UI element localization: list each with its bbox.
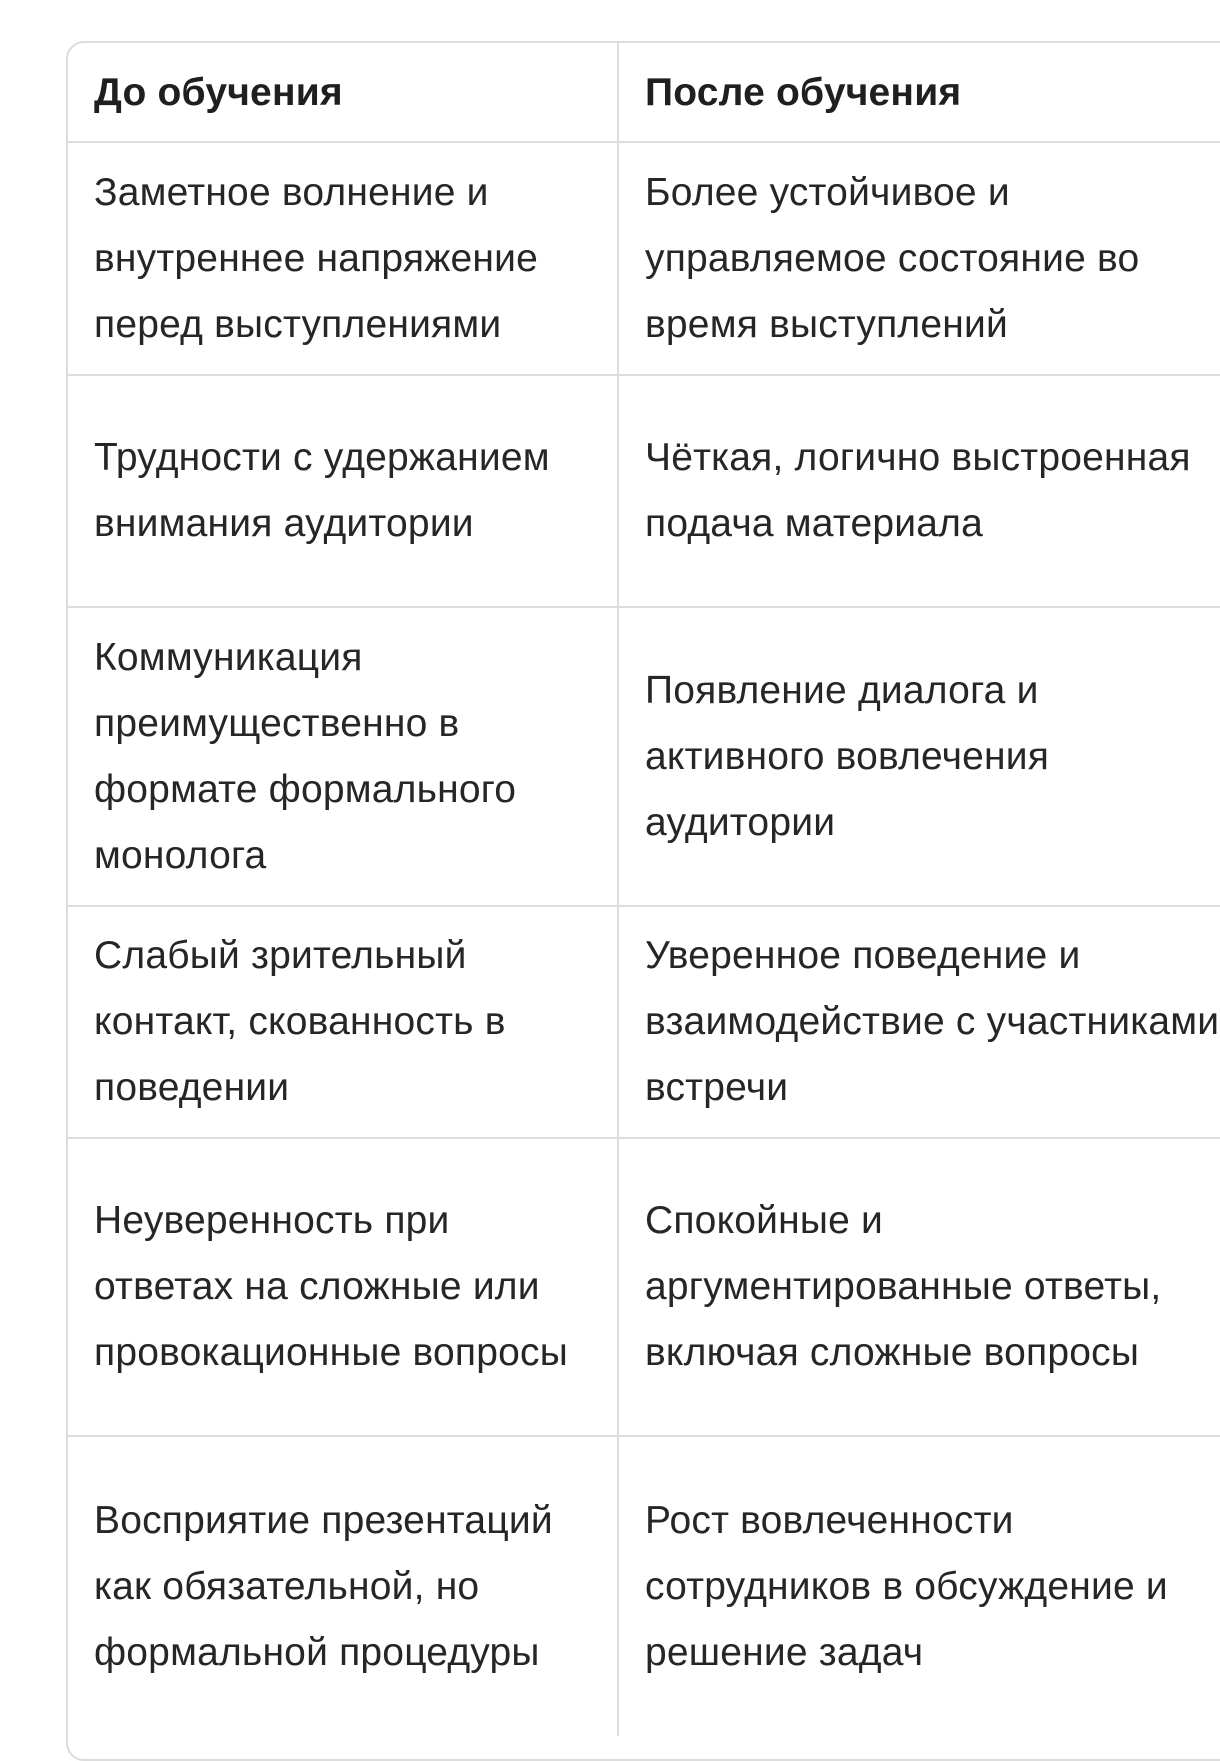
cell-before: Трудности с удержанием внимания аудитории <box>68 375 618 607</box>
cell-before: Слабый зрительный контакт, скованность в поведении <box>68 906 618 1138</box>
table-row <box>68 375 1220 607</box>
table-row <box>68 607 1220 906</box>
comparison-table <box>66 41 1220 1761</box>
cell-before: Восприятие презентаций как обязательной, но формальной процедуры <box>68 1436 618 1736</box>
comparison-table-grid <box>68 43 1220 1736</box>
table-row <box>68 142 1220 375</box>
table-row <box>68 906 1220 1138</box>
table-row <box>68 1436 1220 1736</box>
cell-after: Уверенное поведение и взаимодействие с участниками встречи <box>618 906 1220 1138</box>
header-before: До обучения <box>94 71 343 114</box>
table-row <box>68 1138 1220 1436</box>
header-after: После обучения <box>618 43 1220 142</box>
cell-after: Чёткая, логично выстроенная подача материала <box>618 375 1220 607</box>
cell-after: Более устойчивое и управляемое состояние во время выступлений <box>618 142 1220 375</box>
cell-before: Неуверенность при ответах на сложные или провокационные вопросы <box>68 1138 618 1436</box>
cell-after: Спокойные и аргументированные ответы, включая сложные вопросы <box>618 1138 1220 1436</box>
cell-after: Рост вовлеченности сотрудников в обсуждение и решение задач <box>618 1436 1220 1736</box>
table-header-row <box>68 43 1220 142</box>
cell-after: Появление диалога и активного вовлечения аудитории <box>618 607 1220 906</box>
cell-before: Коммуникация преимущественно в формате формального монолога <box>68 607 618 906</box>
cell-before: Заметное волнение и внутреннее напряжение перед выступлениями <box>68 142 618 375</box>
